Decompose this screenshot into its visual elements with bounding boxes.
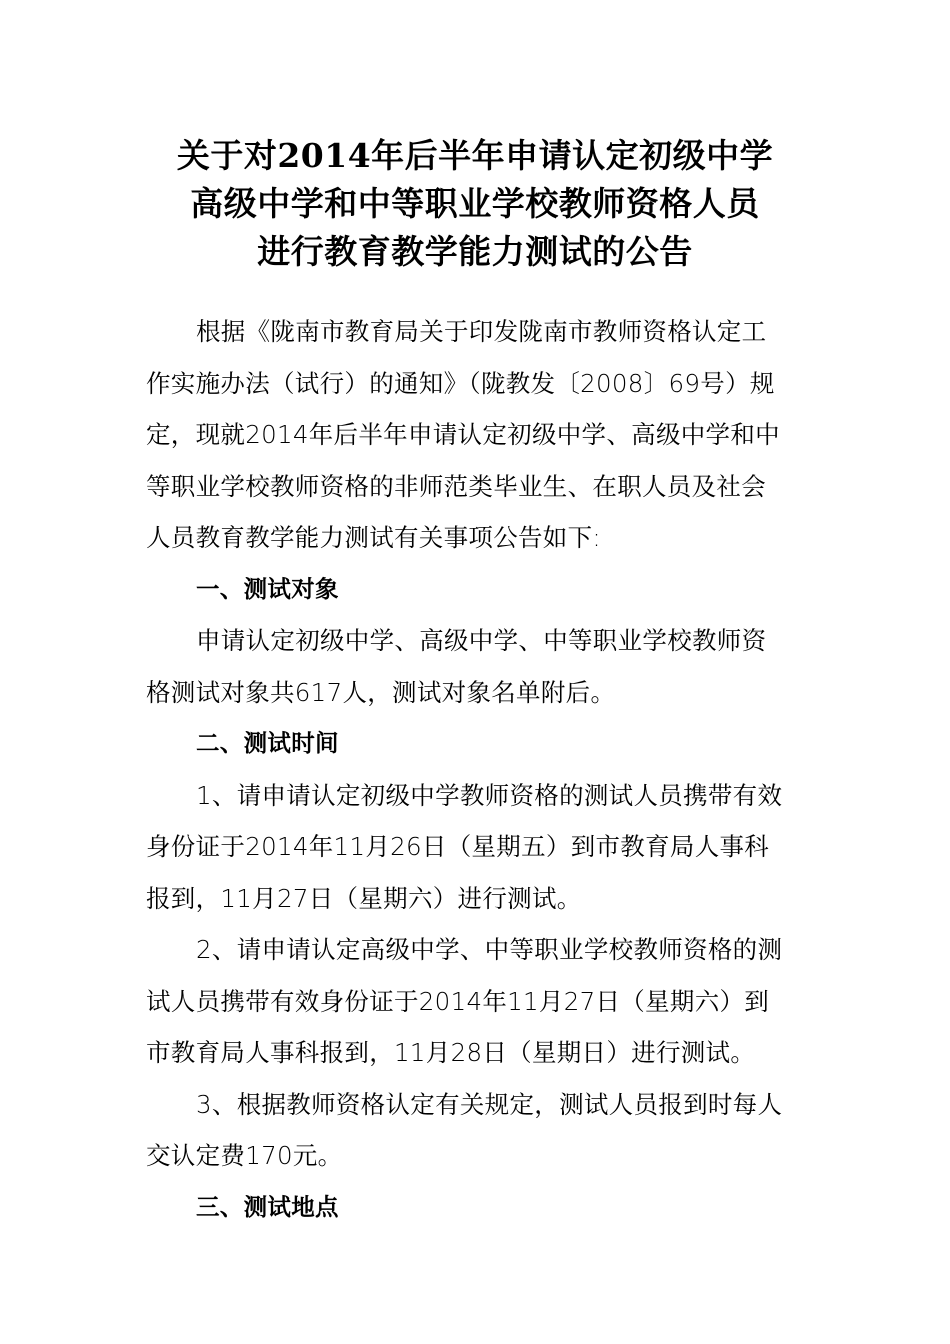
title-line-3: 进行教育教学能力测试的公告 [257, 232, 693, 271]
intro-paragraph [146, 306, 806, 564]
time-item-3-line-2: 交认定费170元。 [146, 1141, 343, 1170]
targets-line-1: 申请认定初级中学、高级中学、中等职业学校教师资 [196, 626, 767, 655]
title-line-2: 高级中学和中等职业学校教师资格人员 [190, 184, 760, 223]
time-item-1 [146, 770, 806, 925]
targets-line-2: 格测试对象共617人，测试对象名单附后。 [146, 677, 616, 707]
time-item-2-line-1: 2、请申请认定高级中学、中等职业学校教师资格的测 [196, 935, 783, 964]
time-item-2-line-3: 市教育局人事科报到，11月28日（星期日）进行测试。 [146, 1038, 756, 1067]
time-item-1-line-3: 报到，11月27日（星期六）进行测试。 [146, 883, 582, 913]
intro-line-4: 等职业学校教师资格的非师范类毕业生、在职人员及社会 [146, 471, 766, 501]
title-line-1: 关于对2014年后半年申请认定初级中学 [176, 136, 774, 175]
time-item-3-line-1: 3、根据教师资格认定有关规定，测试人员报到时每人 [196, 1089, 783, 1119]
time-item-1-line-2: 身份证于2014年11月26日（星期五）到市教育局人事科 [146, 832, 770, 861]
time-item-3 [146, 1079, 806, 1182]
intro-line-2: 作实施办法（试行）的通知》（陇教发〔2008〕69号）规 [146, 368, 775, 398]
document-body [146, 306, 806, 1233]
document-title [0, 132, 950, 276]
time-item-2-line-2: 试人员携带有效身份证于2014年11月27日（星期六）到 [146, 986, 770, 1016]
section-heading-location: 三、测试地点 [196, 1192, 339, 1221]
time-item-2 [146, 924, 806, 1079]
section-targets-paragraph [146, 615, 806, 718]
intro-line-5: 人员教育教学能力测试有关事项公告如下: [146, 523, 601, 552]
section-heading-targets: 一、测试对象 [196, 574, 339, 603]
time-item-1-line-1: 1、请申请认定初级中学教师资格的测试人员携带有效 [196, 780, 783, 810]
intro-line-3: 定，现就2014年后半年申请认定初级中学、高级中学和中 [146, 420, 780, 449]
intro-line-1: 根据《陇南市教育局关于印发陇南市教师资格认定工 [196, 317, 767, 346]
section-heading-time: 二、测试时间 [196, 729, 339, 757]
